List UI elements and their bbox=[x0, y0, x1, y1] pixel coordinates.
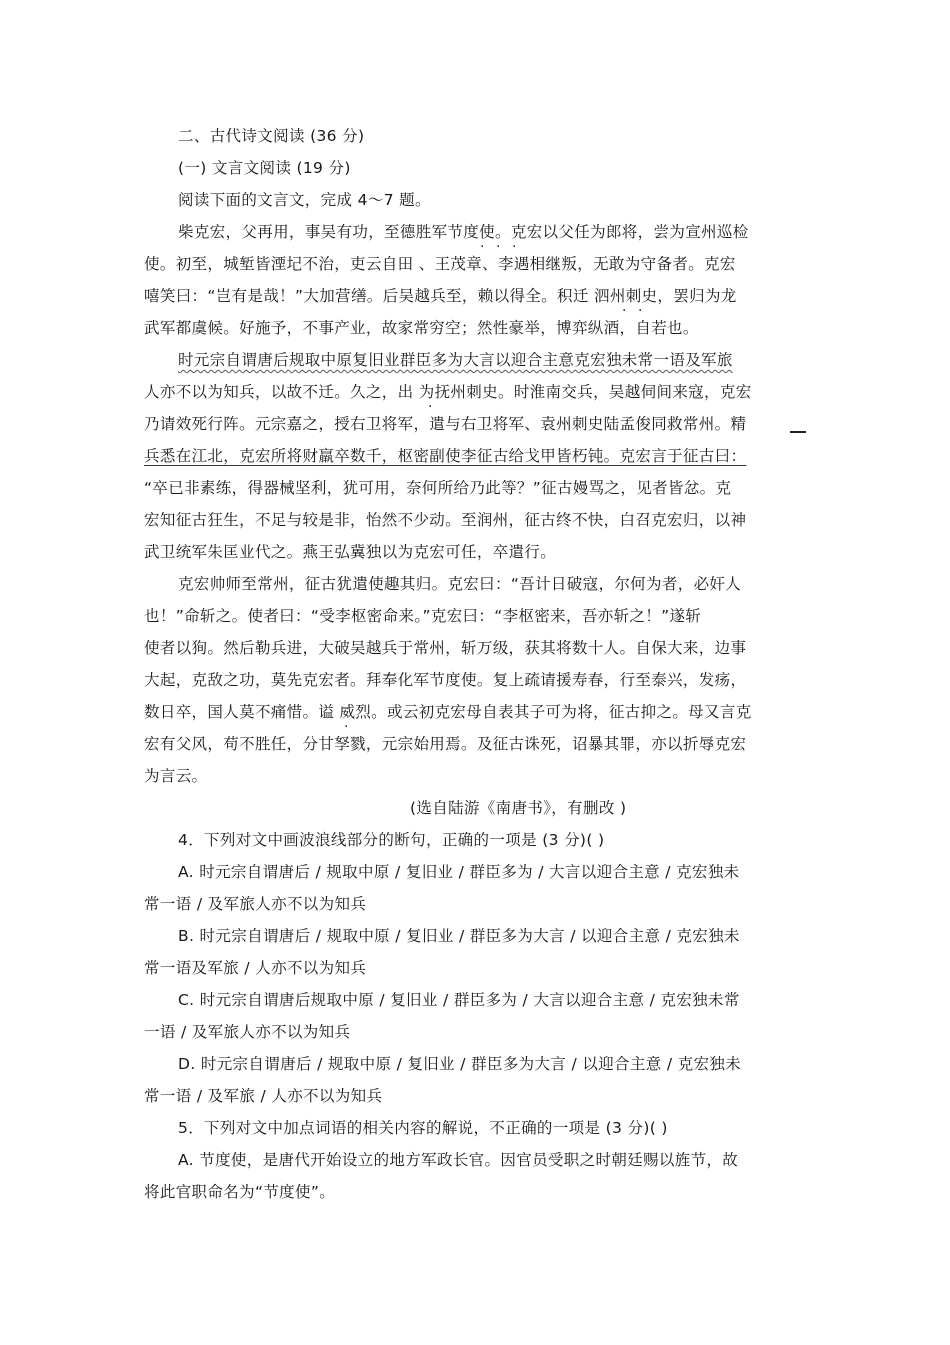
passage-line: 武卫统军朱匡业代之。燕王弘冀独以为克宏可任，卒遣行。 bbox=[144, 543, 557, 561]
q4-option-d-cont: 常一语 / 及军旅 / 人亦不以为知兵 bbox=[144, 1087, 383, 1105]
passage-line: 克宏帅师至常州，征古犹遣使趣其归。克宏曰：“吾计日破寇，尔何为者，必奸人 bbox=[178, 575, 742, 593]
passage-line: 宏有父风，苟不胜任，分甘孥戮，元宗始用焉。及征古诛死，诏暴其罪，亦以折辱克宏 bbox=[144, 735, 747, 753]
emphasis-dot: · bbox=[512, 239, 517, 255]
passage-line: 人亦不以为知兵，以故不迁。久之，出 为抚州刺史。时淮南交兵，吴越伺间来寇，克宏 bbox=[144, 383, 752, 401]
section-heading: 二、古代诗文阅读 (36 分) bbox=[178, 127, 365, 145]
passage-line: 柴克宏，父再用，事吴有功，至德胜军节度使。克宏以父任为郎将，尝为宣州巡检 bbox=[178, 223, 749, 241]
passage-line: 宏知征古狂生，不足与较是非，怡然不少动。至润州，征古终不快，白召克宏归，以神 bbox=[144, 511, 747, 529]
emphasis-dot: · bbox=[496, 239, 501, 255]
passage-line: 嘻笑曰：“岂有是哉！”大加营缮。后吴越兵至，赖以得全。积迁 泗州刺史，罢归为龙 bbox=[144, 287, 737, 305]
passage-line-underlined: 兵悉在江北，克宏所将财羸卒数千，枢密副使李征古给戈甲皆朽钝。克宏言于征古曰： bbox=[144, 447, 747, 465]
passage-line-wavy: 时元宗自谓唐后规取中原复旧业群臣多为大言以迎合主意克宏独未常一语及军旅 bbox=[178, 351, 733, 369]
emphasis-dot: · bbox=[344, 719, 349, 735]
passage-line: 数日卒，国人莫不痛惜。谥 威烈。或云初克宏母自表其子可为将，征古抑之。母又言克 bbox=[144, 703, 752, 721]
passage-line: 乃请效死行阵。元宗嘉之，授右卫将军，遣与右卫将军、袁州刺史陆孟俊同救常州。精 bbox=[144, 415, 747, 433]
passage-line: 也！”命斩之。使者曰：“受李枢密命来。”克宏曰：“李枢密来，吾亦斩之！”遂斩 bbox=[144, 607, 702, 625]
passage-line: 大起，克敌之功，莫先克宏者。拜奉化军节度使。复上疏请援寿春，行至泰兴，发疡， bbox=[144, 671, 747, 689]
q5-option-a: A. 节度使，是唐代开始设立的地方军政长官。因官员受职之时朝廷赐以旌节，故 bbox=[178, 1151, 739, 1169]
q4-option-d: D. 时元宗自谓唐后 / 规取中原 / 复旧业 / 群臣多为大言 / 以迎合主意 / 克宏独未 bbox=[178, 1055, 742, 1073]
q4-option-c: C. 时元宗自谓唐后规取中原 / 复旧业 / 群臣多为 / 大言以迎合主意 / 克宏独未常 bbox=[178, 991, 740, 1009]
passage-line: 武军都虞候。好施予，不事产业，故家常穷空；然性豪举，博弈纵酒，自若也。 bbox=[144, 319, 699, 337]
passage-source: (选自陆游《南唐书》，有删改 ) bbox=[410, 799, 627, 817]
question-4-stem: 4．下列对文中画波浪线部分的断句，正确的一项是 (3 分)( ) bbox=[178, 831, 605, 849]
question-5-stem: 5．下列对文中加点词语的相关内容的解说，不正确的一项是 (3 分)( ) bbox=[178, 1119, 668, 1137]
passage-line: 使。初至，城堑皆湮圮不治，吏云自田 、王茂章、李遇相继叛，无敢为守备者。克宏 bbox=[144, 255, 736, 273]
section-subheading: (一) 文言文阅读 (19 分) bbox=[178, 159, 351, 177]
emphasis-dot: · bbox=[638, 303, 643, 319]
emphasis-dot: · bbox=[428, 399, 433, 415]
margin-mark bbox=[790, 431, 806, 433]
q4-option-a-cont: 常一语 / 及军旅人亦不以为知兵 bbox=[144, 895, 367, 913]
emphasis-dot: · bbox=[480, 239, 485, 255]
q4-option-a: A. 时元宗自谓唐后 / 规取中原 / 复旧业 / 群臣多为 / 大言以迎合主意 / 克宏独未 bbox=[178, 863, 740, 881]
emphasis-dot: · bbox=[622, 303, 627, 319]
q5-option-a-cont: 将此官职命名为“节度使”。 bbox=[144, 1183, 336, 1201]
passage-line: 为言云。 bbox=[144, 767, 208, 785]
passage-line: 使者以狥。然后勒兵进，大破吴越兵于常州，斩万级，获其将数十人。自保大来，边事 bbox=[144, 639, 747, 657]
passage-line: “卒已非素练，得器械坚利，犹可用，奈何所给乃此等？”征古嫚骂之，见者皆忿。克 bbox=[144, 479, 732, 497]
instruction: 阅读下面的文言文，完成 4～7 题。 bbox=[178, 191, 431, 209]
q4-option-c-cont: 一语 / 及军旅人亦不以为知兵 bbox=[144, 1023, 351, 1041]
q4-option-b-cont: 常一语及军旅 / 人亦不以为知兵 bbox=[144, 959, 367, 977]
q4-option-b: B. 时元宗自谓唐后 / 规取中原 / 复旧业 / 群臣多为大言 / 以迎合主意 / 克宏独未 bbox=[178, 927, 740, 945]
